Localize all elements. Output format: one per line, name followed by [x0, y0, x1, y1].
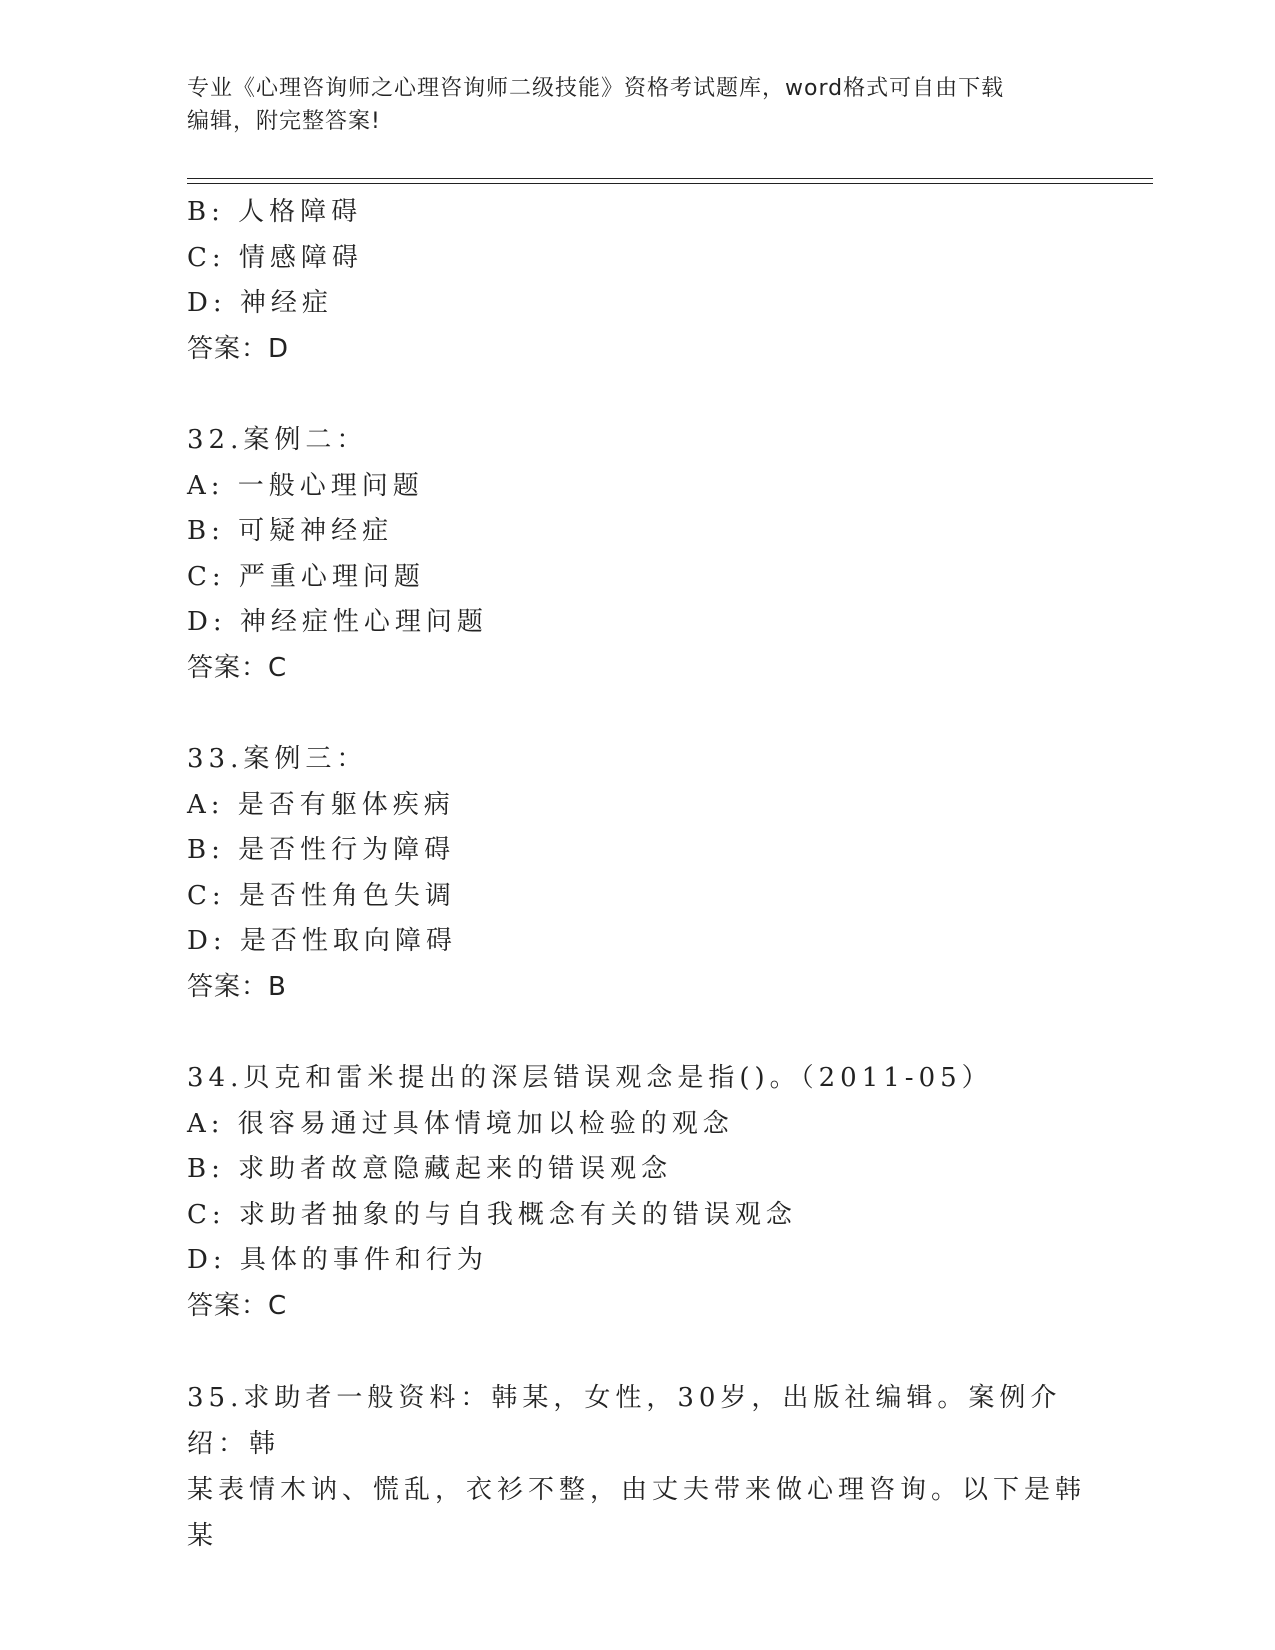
option-c: C: 严重心理问题: [187, 561, 425, 592]
question-title: 34.贝克和雷米提出的深层错误观念是指()。（2011-05）: [187, 1063, 993, 1093]
answer-text: 答案：D: [187, 333, 290, 364]
option-d: D: 神经症性心理问题: [187, 607, 488, 637]
header-line-2: 编辑，附完整答案!: [187, 109, 381, 134]
option-c: C: 情感障碍: [187, 242, 363, 273]
spacer: [187, 1010, 1087, 1056]
option-b: B: 求助者故意隐藏起来的错误观念: [187, 1154, 673, 1184]
answer-text: 答案：B: [187, 971, 287, 1002]
option-a: A: 很容易通过具体情境加以检验的观念: [187, 1108, 734, 1139]
question-35: [187, 1375, 1087, 1559]
spacer: [187, 372, 1087, 418]
answer-text: 答案：C: [187, 1290, 288, 1321]
question-35-line-2: 某表情木讷、慌乱，衣衫不整，由丈夫带来做心理咨询。以下是韩某: [187, 1475, 1087, 1551]
document-header: [187, 72, 1087, 138]
header-line-1: 专业《心理咨询师之心理咨询师二级技能》资格考试题库，word格式可自由下载: [187, 76, 1005, 101]
option-d: D: 具体的事件和行为: [187, 1245, 488, 1275]
spacer: [187, 691, 1087, 737]
option-c: C: 求助者抽象的与自我概念有关的错误观念: [187, 1199, 797, 1230]
answer-text: 答案：C: [187, 652, 288, 683]
question-33: [187, 737, 1087, 1010]
spacer: [187, 1329, 1087, 1375]
option-b: B: 是否性行为障碍: [187, 835, 456, 865]
option-d: D: 神经症: [187, 288, 333, 318]
option-a: A: 一般心理问题: [187, 470, 424, 501]
option-b: B: 可疑神经症: [187, 516, 394, 546]
header-divider-bottom: [187, 183, 1153, 184]
option-c: C: 是否性角色失调: [187, 880, 456, 911]
question-34: [187, 1056, 1087, 1329]
question-list: [187, 190, 1087, 1559]
question-31-tail: [187, 190, 1087, 372]
header-divider-top: [187, 178, 1153, 179]
question-32: [187, 418, 1087, 691]
question-title: 33.案例三：: [187, 744, 368, 774]
option-d: D: 是否性取向障碍: [187, 926, 457, 956]
option-b: B: 人格障碍: [187, 197, 363, 227]
option-a: A: 是否有躯体疾病: [187, 789, 455, 820]
question-title: 32.案例二：: [187, 425, 368, 455]
question-35-line-1: 35.求助者一般资料：韩某，女性，30岁，出版社编辑。案例介绍：韩: [187, 1383, 1062, 1459]
